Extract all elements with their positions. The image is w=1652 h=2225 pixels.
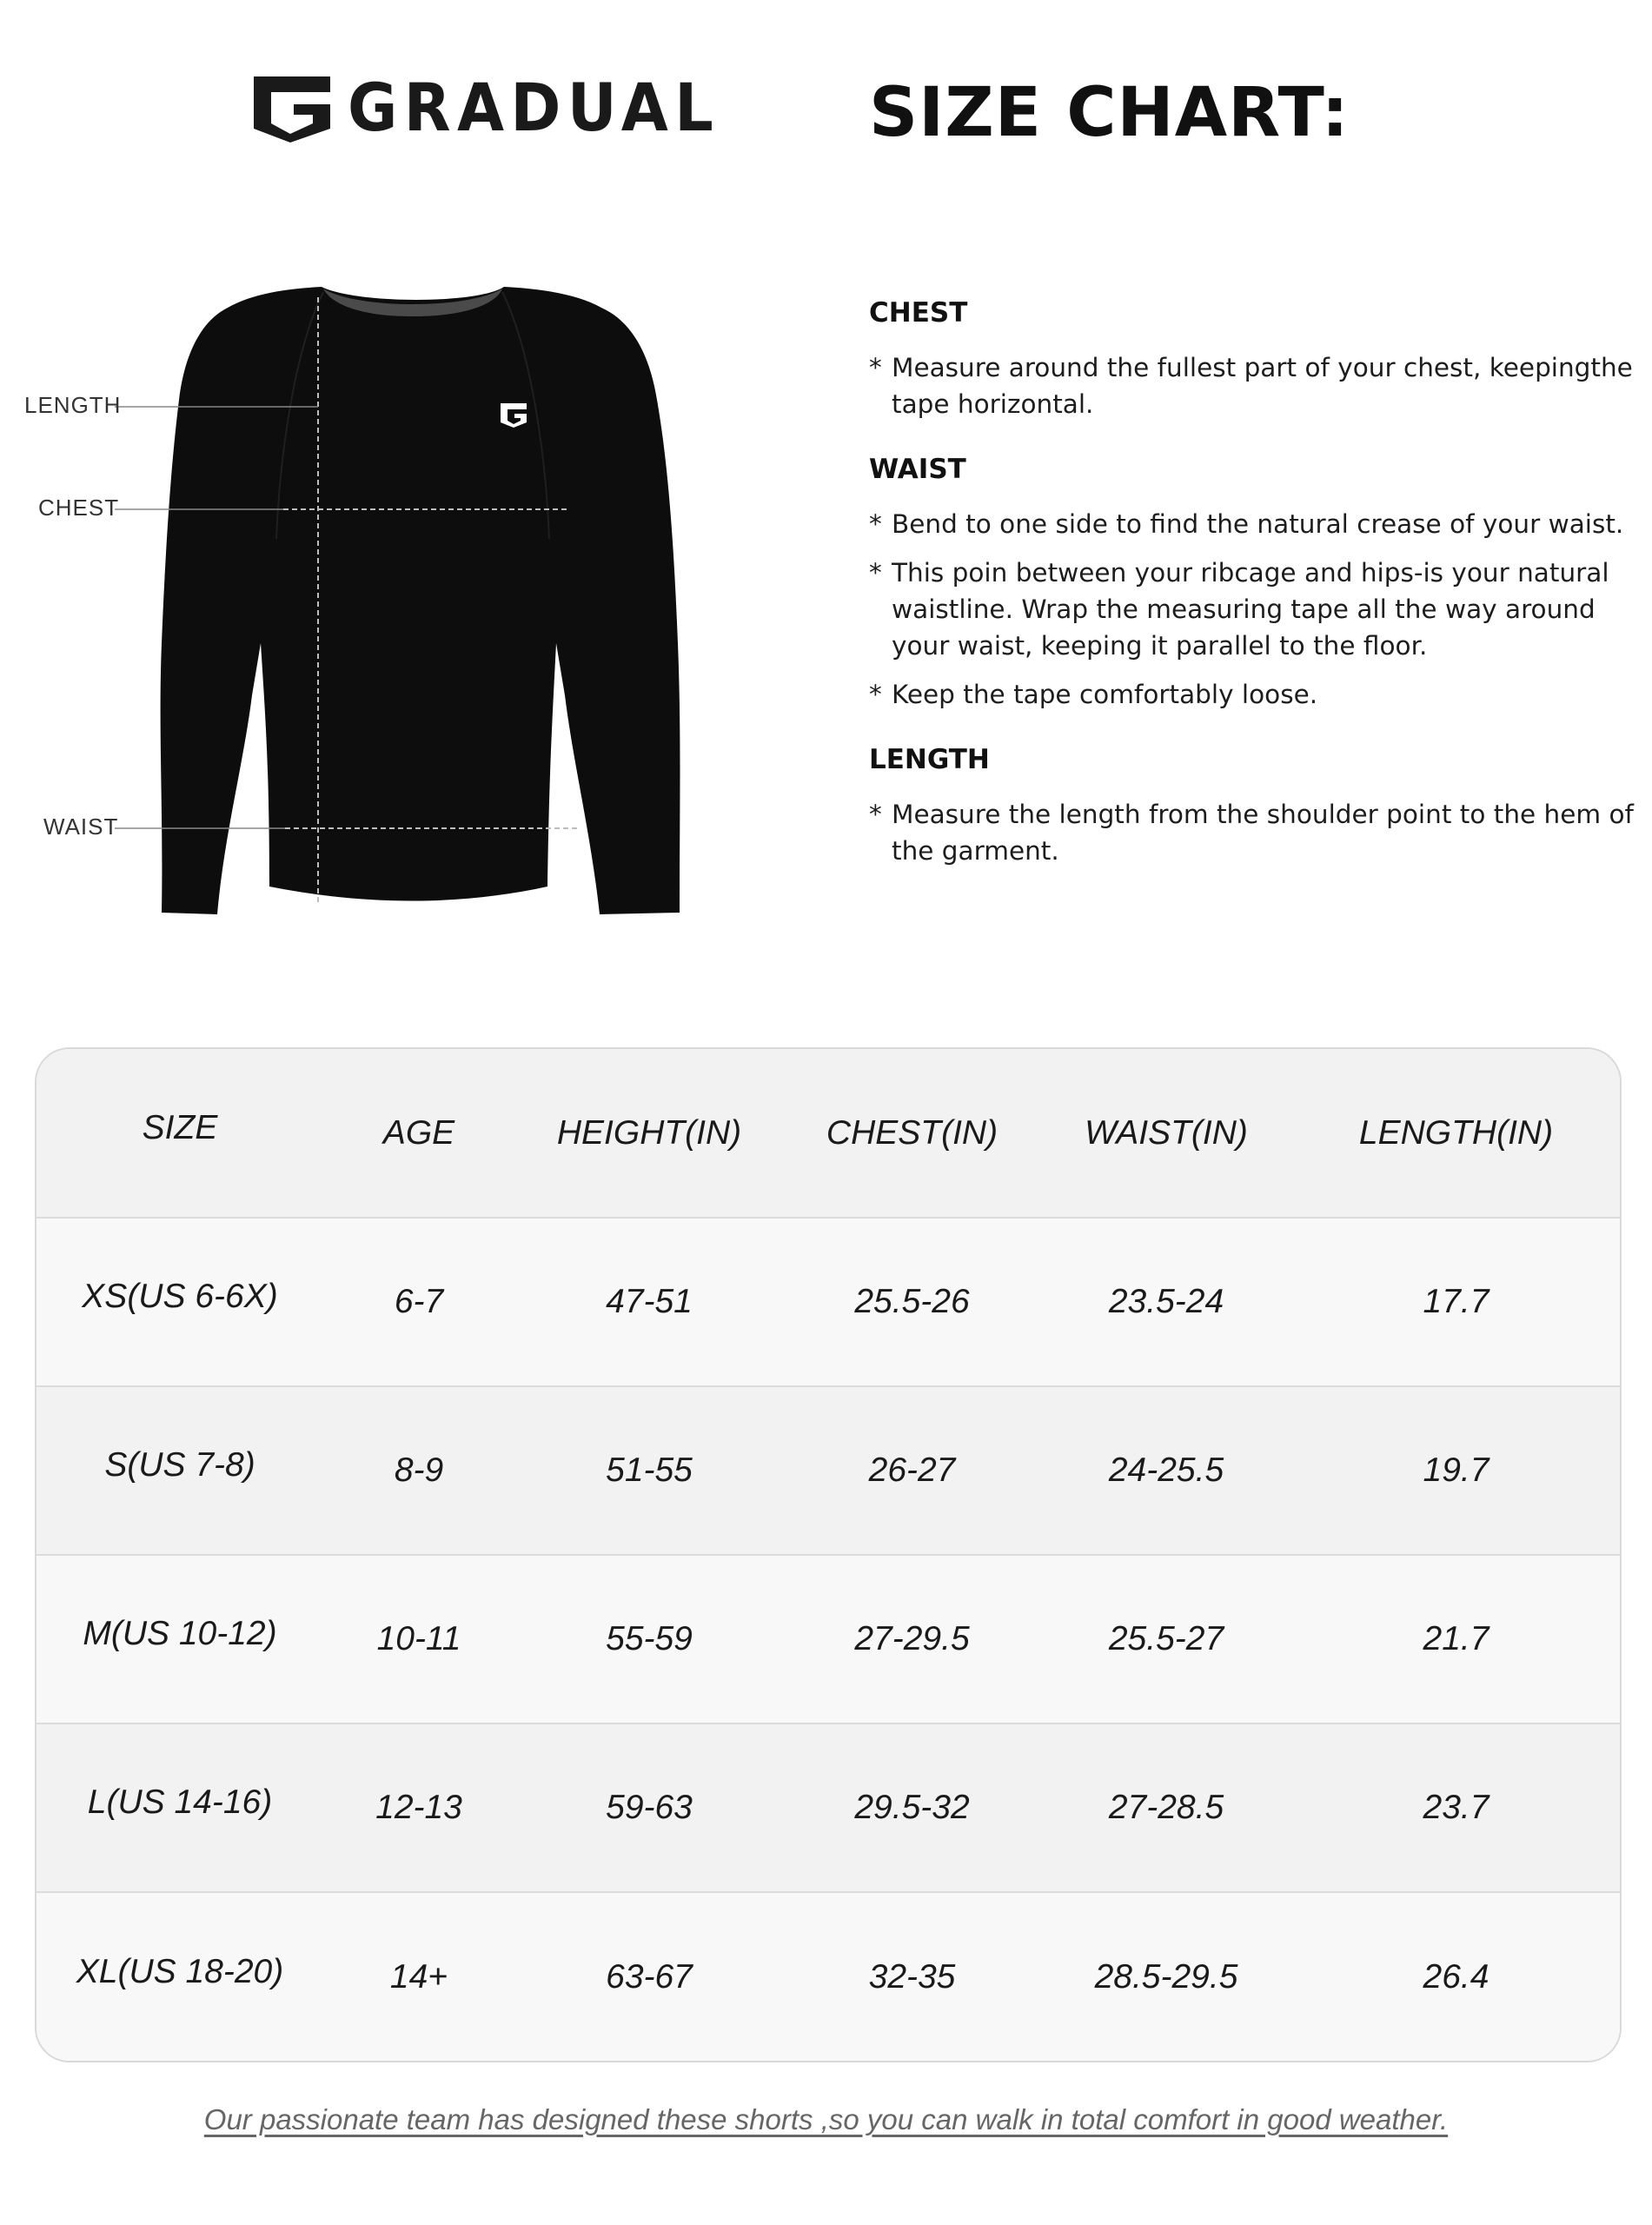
header-waist: WAIST(IN): [1085, 1113, 1248, 1152]
header-height: HEIGHT(IN): [556, 1113, 742, 1152]
cell-chest: 32-35: [784, 1892, 1040, 2061]
cell-size: L(US 14-16): [36, 1724, 323, 1892]
header-age: AGE: [382, 1113, 455, 1152]
length-label: LENGTH: [24, 392, 122, 418]
measurement-instructions: [869, 296, 1634, 899]
header-chest: CHEST(IN): [826, 1113, 998, 1152]
cell-size: S(US 7-8): [36, 1386, 323, 1555]
chest-heading: CHEST: [869, 297, 968, 329]
cell-height: 63-67: [514, 1892, 784, 2061]
waist-heading: WAIST: [869, 454, 966, 485]
cell-waist: 23.5-24: [1040, 1218, 1292, 1386]
length-instructions: [869, 742, 1634, 869]
brand-name: GRADUAL: [348, 69, 720, 146]
cell-height: 47-51: [514, 1218, 784, 1386]
cell-age: 8-9: [323, 1386, 514, 1555]
list-item: * This poin between your ribcage and hips-is your natural waistline. Wrap the measuring tape all the way around your waist, keeping it parallel to the floor.: [869, 558, 1609, 661]
brand: [250, 71, 752, 144]
cell-size: M(US 10-12): [36, 1555, 323, 1724]
cell-chest: 26-27: [784, 1386, 1040, 1555]
cell-age: 12-13: [323, 1724, 514, 1892]
cell-waist: 27-28.5: [1040, 1724, 1292, 1892]
cell-chest: 25.5-26: [784, 1218, 1040, 1386]
page-title: SIZE CHART:: [869, 74, 1350, 152]
list-item: * Keep the tape comfortably loose.: [869, 680, 1318, 709]
list-item: * Measure around the fullest part of your chest, keepingthe tape horizontal.: [869, 353, 1633, 419]
cell-length: 23.7: [1292, 1724, 1620, 1892]
cell-length: 19.7: [1292, 1386, 1620, 1555]
table-row: [36, 1724, 1620, 1892]
cell-length: 26.4: [1292, 1892, 1620, 2061]
table-row: [36, 1892, 1620, 2061]
cell-age: 6-7: [323, 1218, 514, 1386]
cell-length: 21.7: [1292, 1555, 1620, 1724]
cell-age: 10-11: [323, 1555, 514, 1724]
waist-instructions: [869, 452, 1634, 713]
cell-age: 14+: [323, 1892, 514, 2061]
cell-chest: 27-29.5: [784, 1555, 1040, 1724]
shirt-body: [161, 287, 680, 914]
cell-height: 51-55: [514, 1386, 784, 1555]
table-row: [36, 1218, 1620, 1386]
footer-note: Our passionate team has designed these shorts ,so you can walk in total comfort in good weather.: [203, 2103, 1449, 2135]
size-table: [35, 1047, 1622, 2062]
chest-instructions: [869, 296, 1634, 422]
gradual-logo-icon: [250, 73, 334, 143]
cell-size: XL(US 18-20): [36, 1892, 323, 2061]
cell-height: 55-59: [514, 1555, 784, 1724]
header-length: LENGTH(IN): [1358, 1113, 1554, 1152]
shirt-illustration: [0, 278, 747, 939]
cell-waist: 28.5-29.5: [1040, 1892, 1292, 2061]
table-row: [36, 1555, 1620, 1724]
cell-length: 17.7: [1292, 1218, 1620, 1386]
table-header-row: [36, 1049, 1620, 1218]
waist-label: WAIST: [43, 814, 119, 840]
cell-height: 59-63: [514, 1724, 784, 1892]
cell-chest: 29.5-32: [784, 1724, 1040, 1892]
header-size: SIZE: [142, 1108, 218, 1146]
cell-waist: 24-25.5: [1040, 1386, 1292, 1555]
cell-waist: 25.5-27: [1040, 1555, 1292, 1724]
length-heading: LENGTH: [869, 744, 990, 775]
chest-label: CHEST: [38, 495, 120, 521]
cell-size: XS(US 6-6X): [36, 1218, 323, 1386]
list-item: * Bend to one side to find the natural crease of your waist.: [869, 509, 1624, 539]
list-item: * Measure the length from the shoulder point to the hem of the garment.: [869, 800, 1634, 866]
size-table-grid: [36, 1049, 1620, 2061]
table-row: [36, 1386, 1620, 1555]
